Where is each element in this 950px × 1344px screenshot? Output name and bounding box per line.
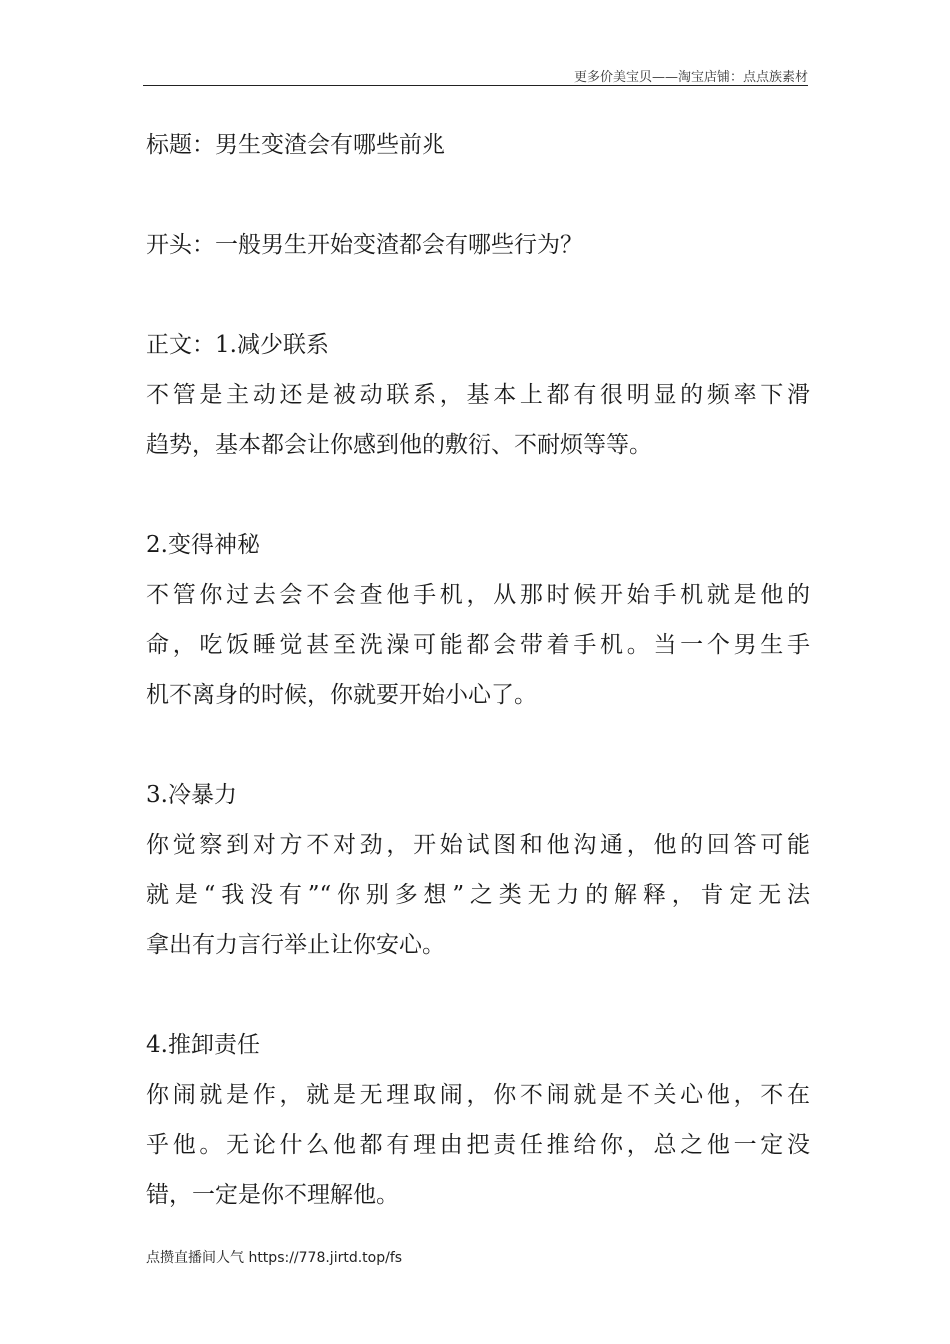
section-2	[146, 520, 810, 720]
opening-line: 开头：一般男生开始变渣都会有哪些行为？	[146, 232, 583, 258]
section-3	[146, 770, 810, 970]
section-1	[146, 320, 810, 470]
paragraph-line: 趋势，基本都会让你感到他的敷衍、不耐烦等等。	[146, 432, 652, 458]
paragraph-line: 不管是主动还是被动联系，基本上都有很明显的频率下滑	[146, 382, 810, 408]
paragraph-line: 你觉察到对方不对劲，开始试图和他沟通，他的回答可能	[146, 832, 810, 858]
page-footer: 点攒直播间人气 https://778.jirtd.top/fs	[146, 1250, 403, 1266]
header-divider	[143, 85, 808, 86]
spacer	[146, 720, 810, 770]
paragraph-line: 就是“我没有”“你别多想”之类无力的解释，肯定无法	[146, 882, 810, 908]
paragraph-line: 命，吃饭睡觉甚至洗澡可能都会带着手机。当一个男生手	[146, 632, 810, 658]
paragraph-line: 机不离身的时候，你就要开始小心了。	[146, 682, 537, 708]
section-heading: 4.推卸责任	[146, 1032, 260, 1058]
page-header: 更多价美宝贝——淘宝店铺：点点族素材	[573, 70, 808, 85]
section-heading: 2.变得神秘	[146, 532, 260, 558]
paragraph-line: 拿出有力言行举止让你安心。	[146, 932, 445, 958]
paragraph-line: 不管你过去会不会查他手机，从那时候开始手机就是他的	[146, 582, 810, 608]
paragraph-line: 你闹就是作，就是无理取闹，你不闹就是不关心他，不在	[146, 1082, 810, 1108]
spacer	[146, 170, 810, 220]
document-body	[146, 120, 810, 1220]
spacer	[146, 970, 810, 1020]
section-heading: 3.冷暴力	[146, 782, 237, 808]
paragraph-line: 乎他。无论什么他都有理由把责任推给你，总之他一定没	[146, 1132, 810, 1158]
section-heading: 正文：1.减少联系	[146, 332, 329, 358]
paragraph-line: 错，一定是你不理解他。	[146, 1182, 399, 1208]
title-line: 标题：男生变渣会有哪些前兆	[146, 132, 445, 158]
section-4	[146, 1020, 810, 1220]
spacer	[146, 470, 810, 520]
spacer	[146, 270, 810, 320]
